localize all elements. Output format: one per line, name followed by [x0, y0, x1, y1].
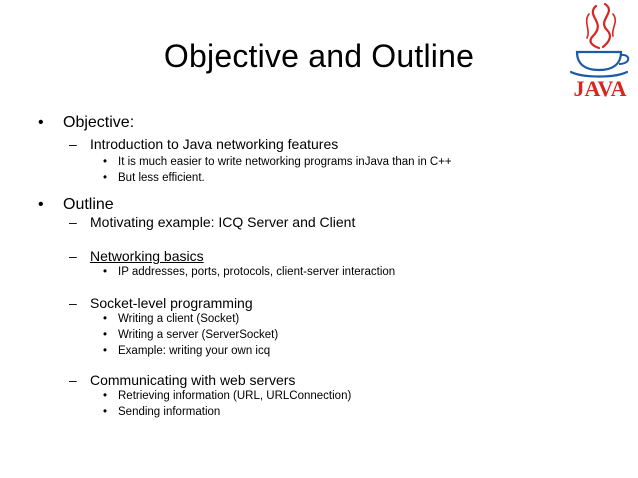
list-subitem: • Sending information [103, 406, 221, 418]
svg-text:JAVA: JAVA [573, 76, 627, 101]
list-subitem: • Retrieving information (URL, URLConnection) [103, 390, 352, 402]
bullet-icon: • [103, 172, 108, 184]
java-logo-icon [563, 2, 637, 102]
list-subitem: • But less efficient. [103, 172, 205, 184]
list-subitem: • Writing a server (ServerSocket) [103, 329, 279, 341]
list-item [69, 248, 204, 264]
bullet-icon: • [103, 345, 108, 357]
dash-icon: – [69, 295, 77, 311]
dash-icon: – [69, 372, 77, 388]
list-item: – Communicating with web servers [69, 372, 296, 388]
outline-label: Outline [63, 196, 114, 213]
bullet-icon: • [38, 114, 44, 131]
bullet-icon: • [103, 406, 108, 418]
list-subitem: • IP addresses, ports, protocols, client-server interaction [103, 266, 396, 278]
list-subitem: • Example: writing your own icq [103, 345, 271, 357]
list-subitem: • Writing a client (Socket) [103, 313, 240, 325]
dash-icon: – [69, 248, 77, 264]
bullet-icon: • [103, 156, 108, 168]
objective-heading [38, 114, 135, 132]
objective-label: Objective: [63, 114, 135, 131]
list-item: – Introduction to Java networking features [69, 136, 339, 152]
slide-title: Objective and Outline [163, 38, 475, 74]
dash-icon: – [69, 136, 77, 152]
dash-icon: – [69, 214, 77, 230]
bullet-icon: • [38, 196, 44, 213]
list-item: – Socket-level programming [69, 295, 253, 311]
bullet-icon: • [103, 329, 108, 341]
outline-heading [38, 196, 114, 214]
list-subitem: • It is much easier to write networking programs inJava than in C++ [103, 156, 452, 168]
networking-basics-link[interactable]: Networking basics [90, 248, 204, 264]
list-item: – Motivating example: ICQ Server and Client [69, 214, 356, 230]
bullet-icon: • [103, 266, 108, 278]
bullet-icon: • [103, 313, 108, 325]
bullet-icon: • [103, 390, 108, 402]
